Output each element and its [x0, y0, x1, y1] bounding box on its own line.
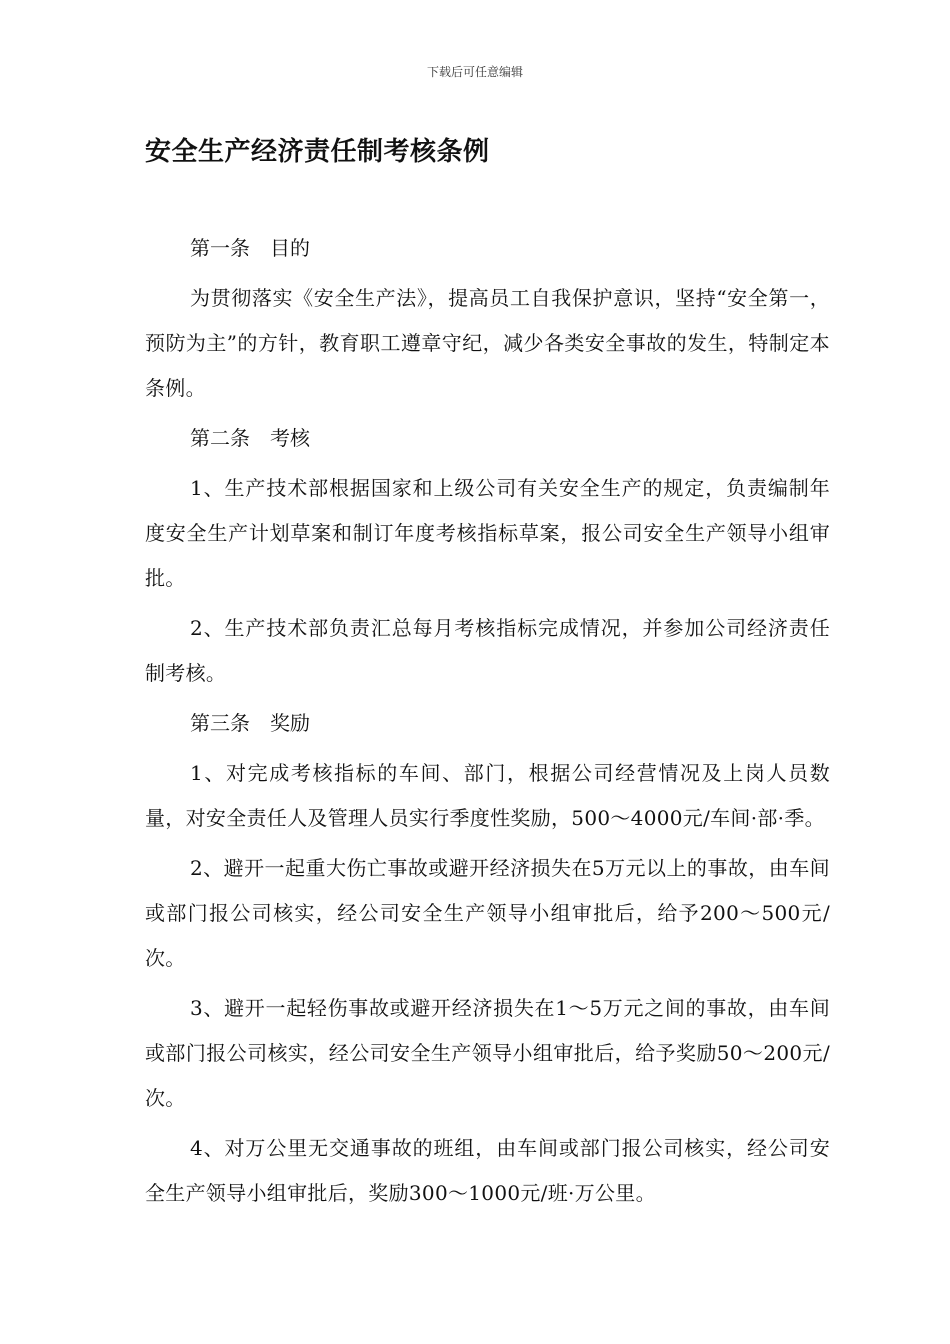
article-3-paragraph-4: 4、对万公里无交通事故的班组，由车间或部门报公司核实，经公司安全生产领导小组审批后，奖励300～1000元/班·万公里。 [145, 1136, 830, 1205]
article-2-heading: 第二条 考核 [190, 426, 310, 450]
document-body [145, 226, 830, 1221]
page-header-note: 下载后可任意编辑 [426, 65, 523, 79]
document-title: 安全生产经济责任制考核条例 [145, 137, 490, 167]
article-2-paragraph-2: 2、生产技术部负责汇总每月考核指标完成情况，并参加公司经济责任制考核。 [145, 616, 830, 685]
article-3-heading: 第三条 奖励 [190, 711, 310, 735]
article-3-paragraph-3: 3、避开一起轻伤事故或避开经济损失在1～5万元之间的事故，由车间或部门报公司核实，经公司安全生产领导小组审批后，给予奖励50～200元/次。 [145, 996, 830, 1110]
article-2-paragraph-1: 1、生产技术部根据国家和上级公司有关安全生产的规定，负责编制年度安全生产计划草案和制订年度考核指标草案，报公司安全生产领导小组审批。 [145, 476, 830, 590]
article-3-paragraph-2: 2、避开一起重大伤亡事故或避开经济损失在5万元以上的事故，由车间或部门报公司核实，经公司安全生产领导小组审批后，给予200～500元/次。 [145, 856, 830, 970]
article-1-heading: 第一条 目的 [190, 236, 310, 260]
article-3-paragraph-1: 1、对完成考核指标的车间、部门，根据公司经营情况及上岗人员数量，对安全责任人及管理人员实行季度性奖励，500～4000元/车间·部·季。 [145, 761, 830, 830]
article-1-paragraph: 为贯彻落实《安全生产法》，提高员工自我保护意识，坚持“安全第一，预防为主”的方针，教育职工遵章守纪，减少各类安全事故的发生，特制定本条例。 [145, 286, 830, 400]
